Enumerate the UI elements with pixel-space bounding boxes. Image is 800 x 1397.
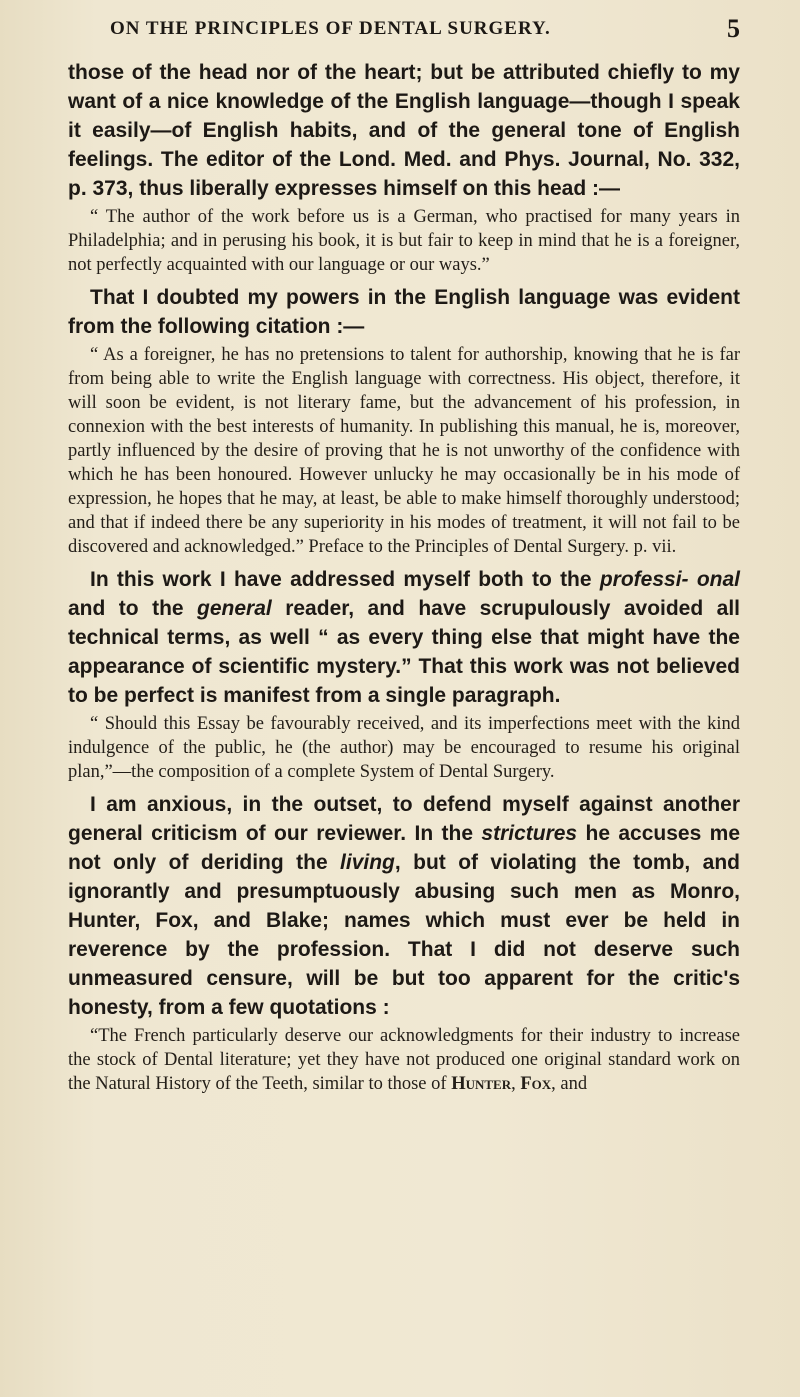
- quotation-4: [68, 1024, 740, 1096]
- paragraph-1: those of the head nor of the heart; but be attributed chiefly to my want of a nice knowledge of the English language—though I speak it easily—of English habits, and of the general tone of English feelings. The editor of the Lond. Med. and Phys. Journal, No. 332, p. 373, thus liberally expresses himself on this head :—: [68, 61, 740, 200]
- quotation-3: “ Should this Essay be favourably received, and its imperfections meet with the kind indulgence of the public, he (the author) may be encouraged to resume his original plan,”—the composition of a complete System of Dental Surgery.: [68, 714, 740, 782]
- paragraph-4-text-b: he accuses me not only of deriding the: [68, 822, 741, 874]
- quotation-2: “ As a foreigner, he has no pretensions to talent for authorship, knowing that he is far from being able to write the English language with correctness. His object, therefore, it will soon be evident, is not literary fame, but the advancement of his profession, in connexion with the best interests of humanity. In publishing this manual, he is, moreover, partly influenced by the desire of proving that he is not unworthy of the confidence with which he has been honoured. However unlucky he may occasionally be in his mode of expression, he hopes that he may, at least, be able to make himself thoroughly understood; and that if indeed there be any superiority in his modes of treatment, it will not fail to be discovered and acknowledged.” Preface to the Principles of Dental Surgery. p. vii.: [68, 345, 740, 557]
- paragraph-4: [68, 790, 740, 1022]
- emphasis-strictures: strictures: [481, 822, 578, 845]
- quotation-4-separator: ,: [511, 1074, 521, 1094]
- name-hunter: Hunter: [451, 1074, 512, 1094]
- page-number: 5: [727, 14, 740, 43]
- emphasis-professional: professi- onal: [599, 568, 740, 591]
- quotation-4-text-b: , and: [551, 1074, 588, 1094]
- paragraph-3-text-a: In this work I have addressed myself both to the: [90, 568, 600, 591]
- page-body: [68, 58, 740, 1096]
- quotation-4-text-a: “The French particularly deserve our acknowledgments for their industry to increase the stock of Dental literature; yet they have not produced one original standard work on the Natural History of the Teeth, similar to those of: [68, 1026, 740, 1094]
- paragraph-4-text-a: I am anxious, in the outset, to defend myself against another general criticism of our reviewer. In the: [68, 793, 740, 845]
- emphasis-living: living: [340, 851, 395, 874]
- paragraph-3-text-b: and to the: [68, 597, 198, 620]
- running-head: ON THE PRINCIPLES OF DENTAL SURGERY.: [110, 18, 551, 39]
- page-header: [110, 14, 740, 48]
- paragraph-2: That I doubted my powers in the English language was evident from the following citation :—: [68, 286, 740, 338]
- paragraph-3-text-c: reader, and have scrupulously avoided all technical terms, as well “ as every thing else that might have the appearance of scientific mystery.” That this work was not believed to be perfect is manifest from a single paragraph.: [68, 597, 740, 707]
- paragraph-4-text-c: , but of violating the tomb, and ignorantly and presumptuously abusing such men as Monro, Hunter, Fox, and Blake; names which must ever be held in reverence by the profession. That I did not deserve such unmeasured censure, will be but too apparent for the critic's honesty, from a few quotations :: [68, 851, 740, 1019]
- paragraph-3: [68, 565, 740, 710]
- name-fox: Fox: [520, 1074, 552, 1094]
- quotation-1: “ The author of the work before us is a German, who practised for many years in Philadelphia; and in perusing his book, it is but fair to keep in mind that he is a foreigner, not perfectly acquainted with our language or our ways.”: [68, 207, 740, 275]
- emphasis-general: general: [197, 597, 272, 620]
